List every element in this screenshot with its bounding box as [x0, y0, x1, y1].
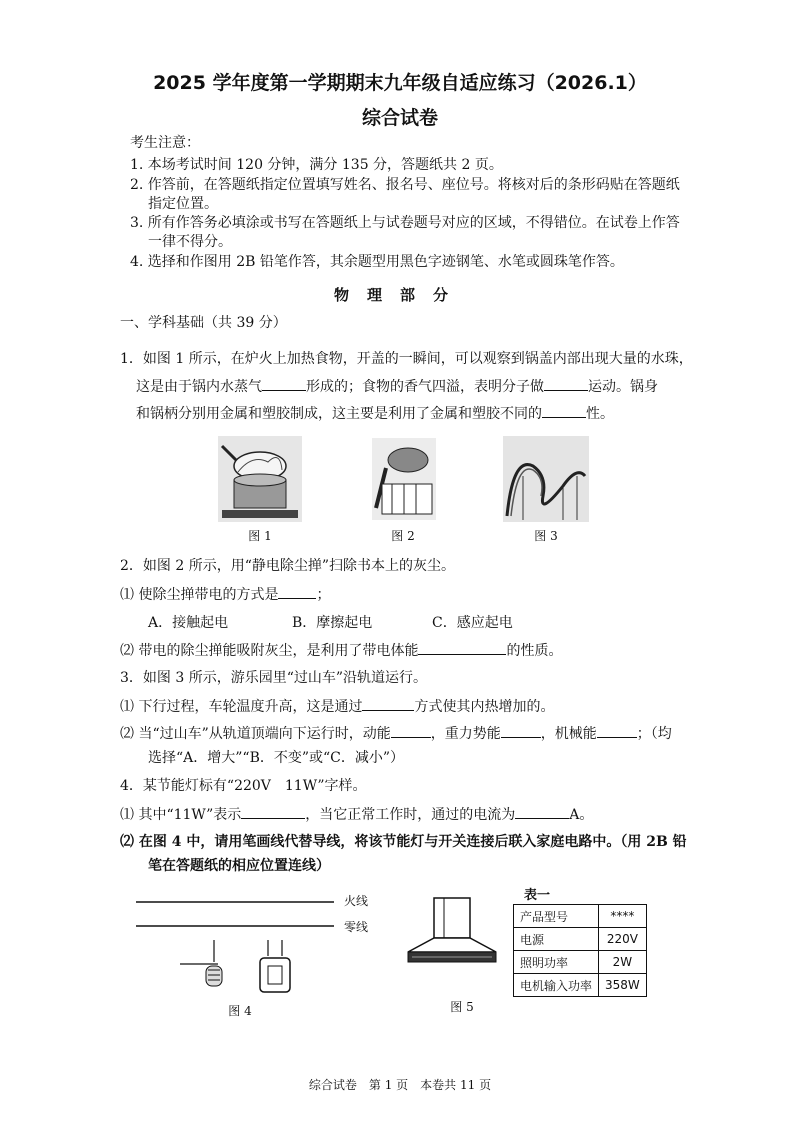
- table-row: [514, 951, 647, 974]
- notice-item-4: 4. 选择和作图用 2B 铅笔作答，其余题型用黑色字迹钢笔、水笔或圆珠笔作答。: [130, 254, 624, 270]
- q3-text-1: ⑴ 下行过程，车轮温度升高，这是通过: [120, 699, 363, 715]
- answer-blank[interactable]: [262, 376, 306, 391]
- q2-text-1: ⑴ 使除尘掸带电的方式是: [120, 587, 279, 603]
- figure-4-circuit: [134, 890, 344, 1000]
- answer-blank[interactable]: [542, 403, 586, 418]
- q1-text-2: 形成的；食物的香气四溢，表明分子做: [306, 379, 544, 395]
- q2-stem: 2．如图 2 所示，用“静电除尘掸”扫除书本上的灰尘。: [120, 558, 456, 574]
- answer-blank[interactable]: [278, 584, 316, 599]
- part1-heading: 一、学科基础（共 39 分）: [120, 315, 287, 331]
- q1-line-2: [136, 376, 730, 397]
- figure-3-rollercoaster: [503, 436, 589, 522]
- q2-text-2: ；: [316, 587, 331, 603]
- answer-blank[interactable]: [241, 804, 305, 819]
- figure-3-caption: 图 3: [534, 529, 558, 543]
- table-row: [514, 974, 647, 997]
- table-row: [514, 905, 647, 928]
- notice-heading: 考生注意：: [130, 135, 200, 151]
- notice-item-2-cont: 指定位置。: [148, 196, 218, 212]
- q2-text-3: ⑵ 带电的除尘掸能吸附灰尘，是利用了带电体能: [120, 643, 419, 659]
- section-title: 物理部分: [333, 286, 466, 304]
- exam-title: 2025 学年度第一学期期末九年级自适应练习（2026.1）: [153, 72, 647, 94]
- figure-2-caption: 图 2: [391, 529, 415, 543]
- q4-stem: 4．某节能灯标有“220V 11W”字样。: [120, 778, 367, 794]
- q4-part-2-cont: 笔在答题纸的相应位置连线）: [148, 858, 330, 874]
- q2-option-c: C．感应起电: [432, 615, 513, 631]
- figure-1-pot: [218, 436, 302, 522]
- answer-blank[interactable]: [597, 723, 637, 738]
- figure-4-caption: 图 4: [228, 1004, 252, 1018]
- table-cell-label: 产品型号: [514, 905, 599, 928]
- q2-part-1: [120, 584, 730, 605]
- table-cell-label: 电机输入功率: [514, 974, 599, 997]
- q3-text-5: ，机械能: [540, 726, 597, 742]
- neutral-wire-label: 零线: [344, 920, 369, 934]
- q2-option-b: B．摩擦起电: [292, 615, 373, 631]
- q3-text-2: 方式使其内热增加的。: [414, 699, 555, 715]
- answer-blank[interactable]: [544, 376, 588, 391]
- exam-subtitle: 综合试卷: [361, 107, 438, 129]
- q3-stem: 3．如图 3 所示，游乐园里“过山车”沿轨道运行。: [120, 670, 428, 686]
- q1-line-3: [136, 403, 730, 424]
- q2-part-2: [120, 640, 730, 661]
- table-1: [513, 904, 647, 997]
- q3-text-4: ，重力势能: [430, 726, 501, 742]
- q4-text-2: ，当它正常工作时，通过的电流为: [305, 807, 516, 823]
- q4-part-2: ⑵ 在图 4 中，请用笔画线代替导线，将该节能灯与开关连接后联入家庭电路中。（用 2B 铅: [120, 834, 687, 850]
- table-cell-value: 358W: [599, 974, 647, 997]
- answer-blank[interactable]: [418, 640, 506, 655]
- q3-text-3: ⑵ 当“过山车”从轨道顶端向下运行时，动能: [120, 726, 391, 742]
- figure-1-caption: 图 1: [248, 529, 272, 543]
- q3-part-2-cont: 选择“A．增大”“B．不变”或“C．减小”）: [148, 750, 405, 766]
- table-cell-value: 220V: [599, 928, 647, 951]
- page-footer: 综合试卷 第 1 页 本卷共 11 页: [308, 1078, 492, 1092]
- answer-blank[interactable]: [501, 723, 541, 738]
- figure-2-duster: [372, 438, 436, 520]
- q4-part-1: [120, 804, 730, 825]
- answer-blank[interactable]: [362, 696, 414, 711]
- q1-text-3: 运动。锅身: [588, 379, 658, 395]
- q1-text-4: 和锅柄分别用金属和塑胶制成，这主要是利用了金属和塑胶不同的: [136, 406, 542, 422]
- figure-5-caption: 图 5: [450, 1000, 474, 1014]
- table-1-caption: 表一: [524, 888, 551, 903]
- table-cell-value: 2W: [599, 951, 647, 974]
- notice-item-3: 3. 所有作答务必填涂或书写在答题纸上与试卷题号对应的区域，不得错位。在试卷上作答: [130, 215, 680, 231]
- answer-blank[interactable]: [391, 723, 431, 738]
- figure-5-range-hood: [404, 896, 500, 980]
- q2-option-a: A．接触起电: [148, 615, 229, 631]
- notice-item-3-cont: 一律不得分。: [148, 234, 232, 250]
- q3-part-2: [120, 723, 730, 744]
- q1-line-1: 1．如图 1 所示，在炉火上加热食物，开盖的一瞬间，可以观察到锅盖内部出现大量的水珠，: [120, 351, 693, 367]
- q3-part-1: [120, 696, 730, 717]
- answer-blank[interactable]: [515, 804, 569, 819]
- q3-text-6: ；（均: [636, 726, 672, 742]
- live-wire-label: 火线: [344, 894, 369, 908]
- q2-text-4: 的性质。: [506, 643, 563, 659]
- q4-text-3: A。: [569, 807, 594, 823]
- q4-text-1: ⑴ 其中“11W”表示: [120, 807, 242, 823]
- table-cell-label: 照明功率: [514, 951, 599, 974]
- table-cell-label: 电源: [514, 928, 599, 951]
- table-row: [514, 928, 647, 951]
- q1-text-1: 这是由于锅内水蒸气: [136, 379, 262, 395]
- notice-item-1: 1. 本场考试时间 120 分钟，满分 135 分，答题纸共 2 页。: [130, 157, 503, 173]
- table-cell-value: ****: [599, 905, 647, 928]
- notice-item-2: 2. 作答前，在答题纸指定位置填写姓名、报名号、座位号。将核对后的条形码贴在答题纸: [130, 177, 680, 193]
- q1-text-5: 性。: [586, 406, 614, 422]
